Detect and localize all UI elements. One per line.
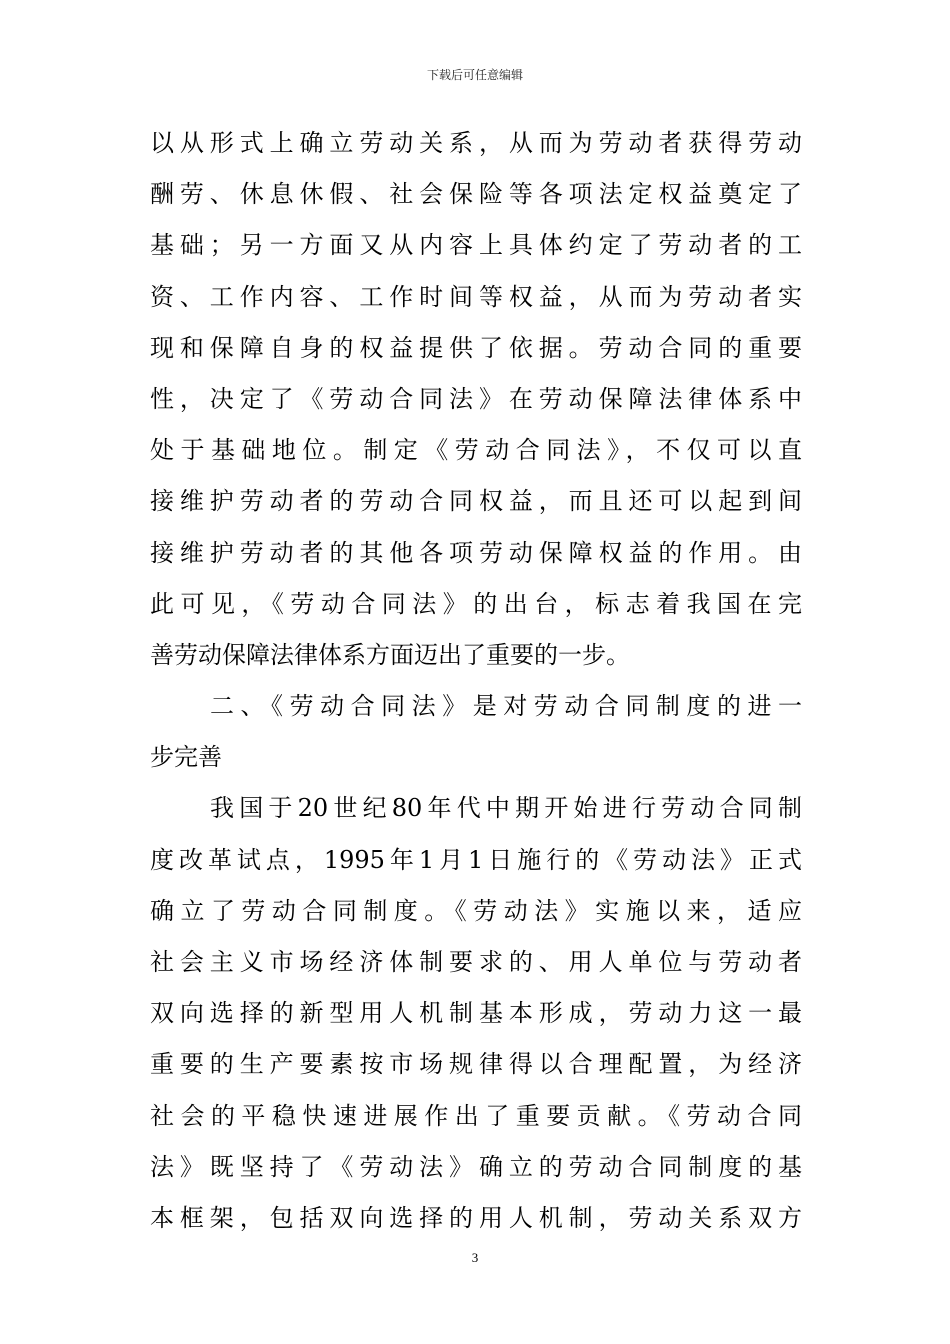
text-line: 度改革试点，1995年1月1日施行的《劳动法》正式 (150, 845, 802, 874)
text-line: 以从形式上确立劳动关系，从而为劳动者获得劳动 (150, 129, 802, 157)
text-line: 我国于20世纪80年代中期开始进行劳动合同制 (210, 794, 802, 823)
text-line: 资、工作内容、工作时间等权益，从而为劳动者实 (150, 282, 802, 311)
text-line: 性，决定了《劳动合同法》在劳动保障法律体系中 (150, 384, 802, 413)
text-line: 社会主义市场经济体制要求的、用人单位与劳动者 (150, 948, 802, 976)
text-line: 基础；另一方面又从内容上具体约定了劳动者的工 (150, 231, 802, 260)
text-line: 确立了劳动合同制度。《劳动法》实施以来，适应 (150, 896, 802, 925)
text-line: 善劳动保障法律体系方面迈出了重要的一步。 (150, 640, 630, 669)
text-line: 社会的平稳快速进展作出了重要贡献。《劳动合同 (150, 1101, 802, 1130)
section-heading-line: 步完善 (150, 743, 222, 772)
text-line: 此可见，《劳动合同法》的出台，标志着我国在完 (150, 589, 802, 618)
text-line: 现和保障自身的权益提供了依据。劳动合同的重要 (150, 333, 802, 362)
text-line: 接维护劳动者的劳动合同权益，而且还可以起到间 (150, 487, 802, 516)
page-number: 3 (471, 1250, 479, 1265)
text-line: 法》既坚持了《劳动法》确立的劳动合同制度的基 (150, 1152, 802, 1181)
body-text (150, 118, 802, 1244)
header-note: 下载后可任意编辑 (426, 68, 523, 82)
text-line: 接维护劳动者的其他各项劳动保障权益的作用。由 (150, 538, 802, 567)
text-line: 酬劳、休息休假、社会保险等各项法定权益奠定了 (150, 180, 802, 209)
text-line: 重要的生产要素按市场规律得以合理配置，为经济 (150, 1050, 802, 1079)
section-heading-line: 二、《劳动合同法》是对劳动合同制度的进一 (210, 692, 802, 721)
text-line: 处于基础地位。制定《劳动合同法》，不仅可以直 (150, 436, 802, 465)
text-line: 双向选择的新型用人机制基本形成，劳动力这一最 (150, 999, 802, 1028)
text-line: 本框架，包括双向选择的用人机制，劳动关系双方 (150, 1203, 802, 1232)
